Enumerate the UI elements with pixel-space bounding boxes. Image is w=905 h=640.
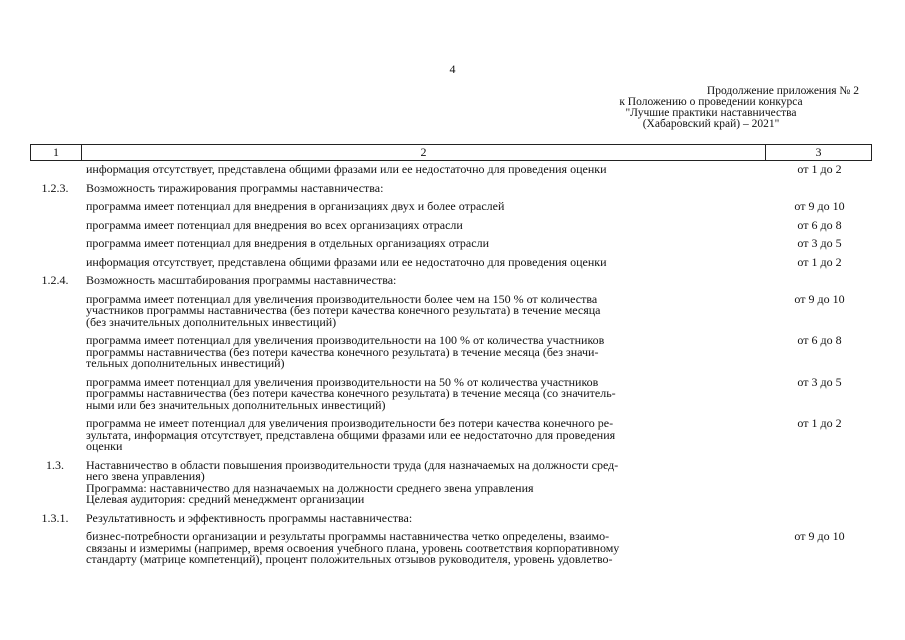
criterion-line: программа имеет потенциал для увеличения производительности на 50 % от количества участников — [86, 374, 599, 389]
criterion-line: оценки — [86, 439, 123, 453]
score-range: от 9 до 10 — [794, 529, 845, 543]
row-number — [30, 201, 80, 213]
row-number: 1.3. — [46, 457, 64, 472]
criterion-line: Возможность масштабирования программы наставничества: — [86, 273, 397, 287]
row-number — [30, 531, 80, 566]
criterion-line: программы наставничества (без потери качества конечного результата) в течение месяца (со значитель- — [86, 386, 616, 400]
table-row — [30, 332, 872, 374]
appendix-line: к Положению о проведении конкурса — [619, 96, 803, 108]
criterion-text — [80, 374, 767, 412]
row-number — [30, 220, 80, 232]
score-range: от 6 до 8 — [797, 217, 842, 232]
criterion-line: (без значительных дополнительных инвестиций) — [86, 314, 337, 329]
table-row — [30, 510, 872, 529]
table-row — [30, 254, 872, 273]
criterion-line: связаны и измеримы (например, время освоения учебного плана, уровень соответствия корпоративному — [86, 540, 620, 555]
criterion-line: программа имеет потенциал для увеличения производительности на 100 % от количества участников — [86, 333, 605, 347]
table-row — [30, 217, 872, 236]
table-row — [30, 272, 872, 291]
criterion-line: участников программы наставничества (без потери качества конечного результата) в течение месяца — [86, 303, 601, 317]
score-range: от 1 до 2 — [797, 162, 842, 176]
score-range — [767, 183, 872, 195]
table-row — [30, 161, 872, 180]
column-header-score: 3 — [815, 145, 822, 159]
criterion-line: информация отсутствует, представлена общими фразами или ее недостаточно для проведения оценки — [86, 254, 607, 269]
table-row — [30, 374, 872, 416]
row-number — [30, 335, 80, 370]
table-row — [30, 198, 872, 217]
column-header-criterion: 2 — [82, 145, 766, 160]
criterion-text — [80, 180, 767, 195]
criterion-line: бизнес-потребности организации и результаты программы наставничества четко определены, взаимо- — [86, 529, 610, 543]
appendix-title: Продолжение приложения № 2 — [706, 85, 859, 97]
appendix-line: "Лучшие практики наставничества — [625, 107, 797, 119]
table-row — [30, 180, 872, 199]
score-range: от 9 до 10 — [794, 291, 845, 306]
criterion-line: зультата, информация отсутствует, представлена общими фразами или ее недостаточно для проведения — [86, 427, 616, 442]
score-range: от 1 до 2 — [797, 254, 842, 269]
row-number — [30, 418, 80, 453]
row-number — [30, 294, 80, 329]
table-header-row — [30, 144, 872, 161]
criterion-line: стандарту (матрице компетенций), процент положительных отзывов руководителя, уровень удовлетво- — [86, 552, 613, 566]
criterion-line: тельных дополнительных инвестиций) — [86, 356, 285, 370]
criterion-text — [80, 164, 767, 176]
row-number — [30, 377, 80, 412]
row-number — [30, 164, 80, 176]
criterion-text — [80, 254, 767, 269]
criteria-table — [30, 144, 872, 570]
score-range — [767, 460, 872, 506]
criterion-text — [80, 457, 767, 506]
table-row — [30, 457, 872, 510]
appendix-line: (Хабаровский край) – 2021" — [642, 118, 780, 130]
row-number: 1.2.4. — [41, 273, 69, 287]
score-range — [767, 513, 872, 525]
score-range: от 6 до 8 — [797, 333, 842, 347]
criterion-line: Программа: наставничество для назначаемых на должности среднего звена управления — [86, 480, 534, 495]
criterion-line: Результативность и эффективность программы наставничества: — [86, 510, 413, 525]
criterion-text — [80, 217, 767, 232]
row-number — [30, 238, 80, 250]
criterion-text — [80, 291, 767, 329]
criterion-line: Наставничество в области повышения производительности труда (для назначаемых на должности сред- — [86, 457, 619, 472]
criterion-line: программы наставничества (без потери качества конечного результата) в течение месяца (без значи- — [86, 344, 599, 359]
criterion-text — [80, 201, 767, 213]
criterion-line: Возможность тиражирования программы наставничества: — [86, 180, 384, 195]
score-range: от 3 до 5 — [797, 374, 842, 389]
criterion-line: программа имеет потенциал для увеличения производительности более чем на 150 % от количества — [86, 291, 598, 306]
criterion-text — [80, 275, 767, 287]
row-number: 1.3.1. — [41, 510, 69, 525]
page-number: 4 — [449, 62, 456, 76]
criterion-text — [80, 238, 767, 250]
criterion-line: него звена управления) — [86, 469, 205, 483]
row-number — [30, 257, 80, 269]
criterion-line: ными или без значительных дополнительных инвестиций) — [86, 397, 386, 412]
score-range: от 9 до 10 — [794, 199, 845, 213]
criterion-line: Целевая аудитория: средний менеджмент организации — [86, 492, 365, 506]
table-row — [30, 415, 872, 457]
table-row — [30, 528, 872, 570]
criterion-text — [80, 531, 767, 566]
criterion-text — [80, 510, 767, 525]
column-header-number: 1 — [31, 145, 82, 160]
criterion-line: программа имеет потенциал для внедрения в организациях двух и более отраслей — [86, 199, 505, 213]
table-body — [30, 161, 872, 570]
criterion-text — [80, 335, 767, 370]
criterion-line: программа имеет потенциал для внедрения в отдельных организациях отрасли — [86, 236, 489, 250]
score-range: от 1 до 2 — [797, 416, 842, 430]
score-range — [767, 275, 872, 287]
criterion-line: информация отсутствует, представлена общими фразами или ее недостаточно для проведения оценки — [86, 162, 607, 176]
score-range: от 3 до 5 — [797, 236, 842, 250]
appendix-header — [561, 86, 861, 130]
criterion-line: программа не имеет потенциал для увеличения производительности без потери качества конечного ре- — [86, 416, 614, 430]
row-number: 1.2.3. — [41, 180, 69, 195]
criterion-line: программа имеет потенциал для внедрения во всех организациях отрасли — [86, 217, 463, 232]
table-row — [30, 291, 872, 333]
table-row — [30, 235, 872, 254]
criterion-text — [80, 418, 767, 453]
